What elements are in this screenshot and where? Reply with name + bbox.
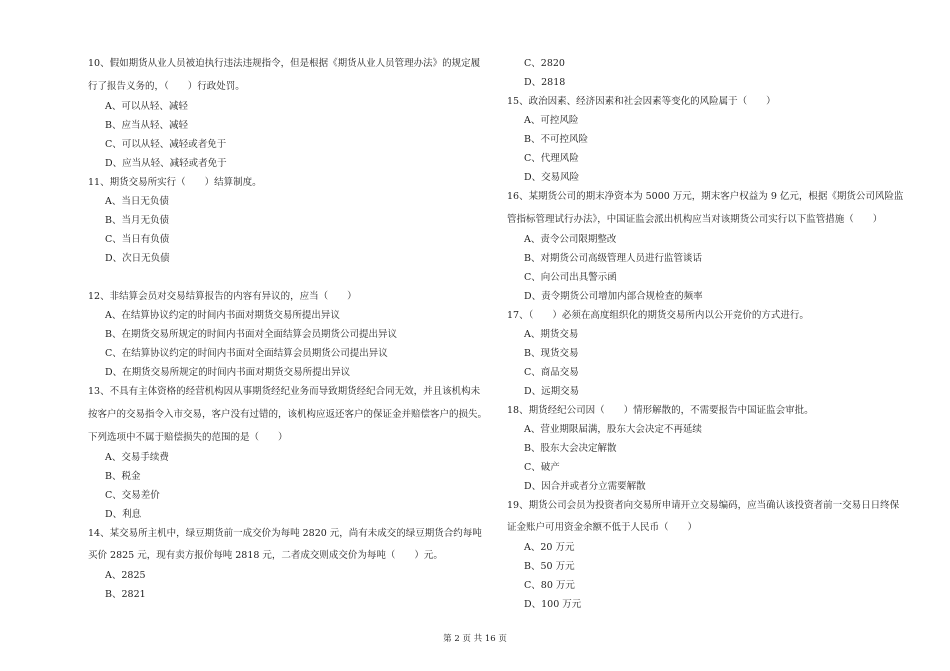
question-text: 10、假如期货从业人员被迫执行违法违规指令，但是根据《期货从业人员管理办法》的规定履 — [88, 58, 481, 69]
question-text: 17、（ ）必须在高度组织化的期货交易所内以公开竞价的方式进行。 — [507, 310, 809, 321]
answer-option: C、交易差价 — [105, 490, 160, 501]
question-text: 按客户的交易指令入市交易，客户没有过错的，该机构应返还客户的保证金并赔偿客户的损失。 — [88, 409, 488, 420]
answer-option: C、可以从轻、减轻或者免于 — [105, 139, 227, 150]
answer-option: C、2820 — [524, 58, 565, 69]
answer-option: B、税金 — [105, 471, 141, 482]
answer-option: D、次日无负债 — [105, 253, 170, 264]
answer-option: C、80 万元 — [524, 580, 575, 591]
answer-option: A、期货交易 — [524, 329, 579, 340]
answer-option: D、远期交易 — [524, 386, 580, 397]
answer-option: C、当日有负债 — [105, 234, 170, 245]
question-text: 16、某期货公司的期末净资本为 5000 万元，期末客户权益为 9 亿元，根据《期货公司风险监 — [507, 191, 904, 202]
question-text: 管指标管理试行办法》，中国证监会派出机构应当对该期货公司实行以下监管措施（ ） — [507, 214, 883, 225]
answer-option: B、在期货交易所规定的时间内书面对全面结算会员期货公司提出异议 — [105, 329, 397, 340]
answer-option: B、股东大会决定解散 — [524, 443, 617, 454]
answer-option: C、在结算协议约定的时间内书面对全面结算会员期货公司提出异议 — [105, 348, 388, 359]
answer-option: A、营业期限届满，股东大会决定不再延续 — [524, 424, 702, 435]
answer-option: D、责令期货公司增加内部合规检查的频率 — [524, 291, 703, 302]
question-text: 证金账户可用资金余额不低于人民币（ ） — [507, 522, 698, 533]
answer-option: C、商品交易 — [524, 367, 579, 378]
question-text: 13、不具有主体资格的经营机构因从事期货经纪业务而导致期货经纪合同无效，并且该机构未 — [88, 386, 481, 397]
answer-option: A、责令公司限期整改 — [524, 234, 617, 245]
question-text: 18、期货经纪公司因（ ）情形解散的，不需要报告中国证监会审批。 — [507, 405, 814, 416]
page-footer: 第 2 页 共 16 页 — [443, 634, 507, 644]
answer-option: D、利息 — [105, 509, 142, 520]
answer-option: A、交易手续费 — [105, 452, 169, 463]
answer-option: A、20 万元 — [524, 542, 575, 553]
answer-option: D、因合并或者分立需要解散 — [524, 481, 646, 492]
answer-option: C、向公司出具警示函 — [524, 272, 617, 283]
question-text: 行了报告义务的，（ ）行政处罚。 — [88, 81, 245, 92]
question-text: 买价 2825 元，现有卖方报价每吨 2818 元，二者成交则成交价为每吨（ ）元。 — [88, 550, 443, 561]
answer-option: B、2821 — [105, 589, 146, 600]
question-text: 12、非结算会员对交易结算报告的内容有异议的，应当（ ） — [88, 291, 357, 302]
answer-option: A、在结算协议约定的时间内书面对期货交易所提出异议 — [105, 310, 340, 321]
answer-option: B、当月无负债 — [105, 215, 169, 226]
answer-option: C、代理风险 — [524, 153, 579, 164]
answer-option: B、应当从轻、减轻 — [105, 120, 188, 131]
answer-option: A、2825 — [105, 570, 146, 581]
answer-option: B、50 万元 — [524, 561, 575, 572]
answer-option: A、可控风险 — [524, 115, 579, 126]
question-text: 19、期货公司会员为投资者向交易所申请开立交易编码，应当确认该投资者前一交易日日终保 — [507, 500, 900, 511]
question-text: 11、期货交易所实行（ ）结算制度。 — [88, 177, 262, 188]
answer-option: D、100 万元 — [524, 599, 582, 610]
answer-option: D、2818 — [524, 77, 566, 88]
question-text: 14、某交易所主机中，绿豆期货前一成交价为每吨 2820 元，尚有未成交的绿豆期货合约每吨 — [88, 528, 482, 539]
answer-option: B、不可控风险 — [524, 134, 588, 145]
answer-option: A、可以从轻、减轻 — [105, 101, 188, 112]
answer-option: B、对期货公司高级管理人员进行监管谈话 — [524, 253, 702, 264]
answer-option: A、当日无负债 — [105, 196, 169, 207]
answer-option: C、破产 — [524, 462, 560, 473]
question-text: 下列选项中不属于赔偿损失的范围的是（ ） — [88, 432, 288, 443]
answer-option: D、交易风险 — [524, 172, 580, 183]
answer-option: D、应当从轻、减轻或者免于 — [105, 158, 227, 169]
question-text: 15、政治因素、经济因素和社会因素等变化的风险属于（ ） — [507, 96, 776, 107]
answer-option: D、在期货交易所规定的时间内书面对期货交易所提出异议 — [105, 367, 351, 378]
answer-option: B、现货交易 — [524, 348, 579, 359]
